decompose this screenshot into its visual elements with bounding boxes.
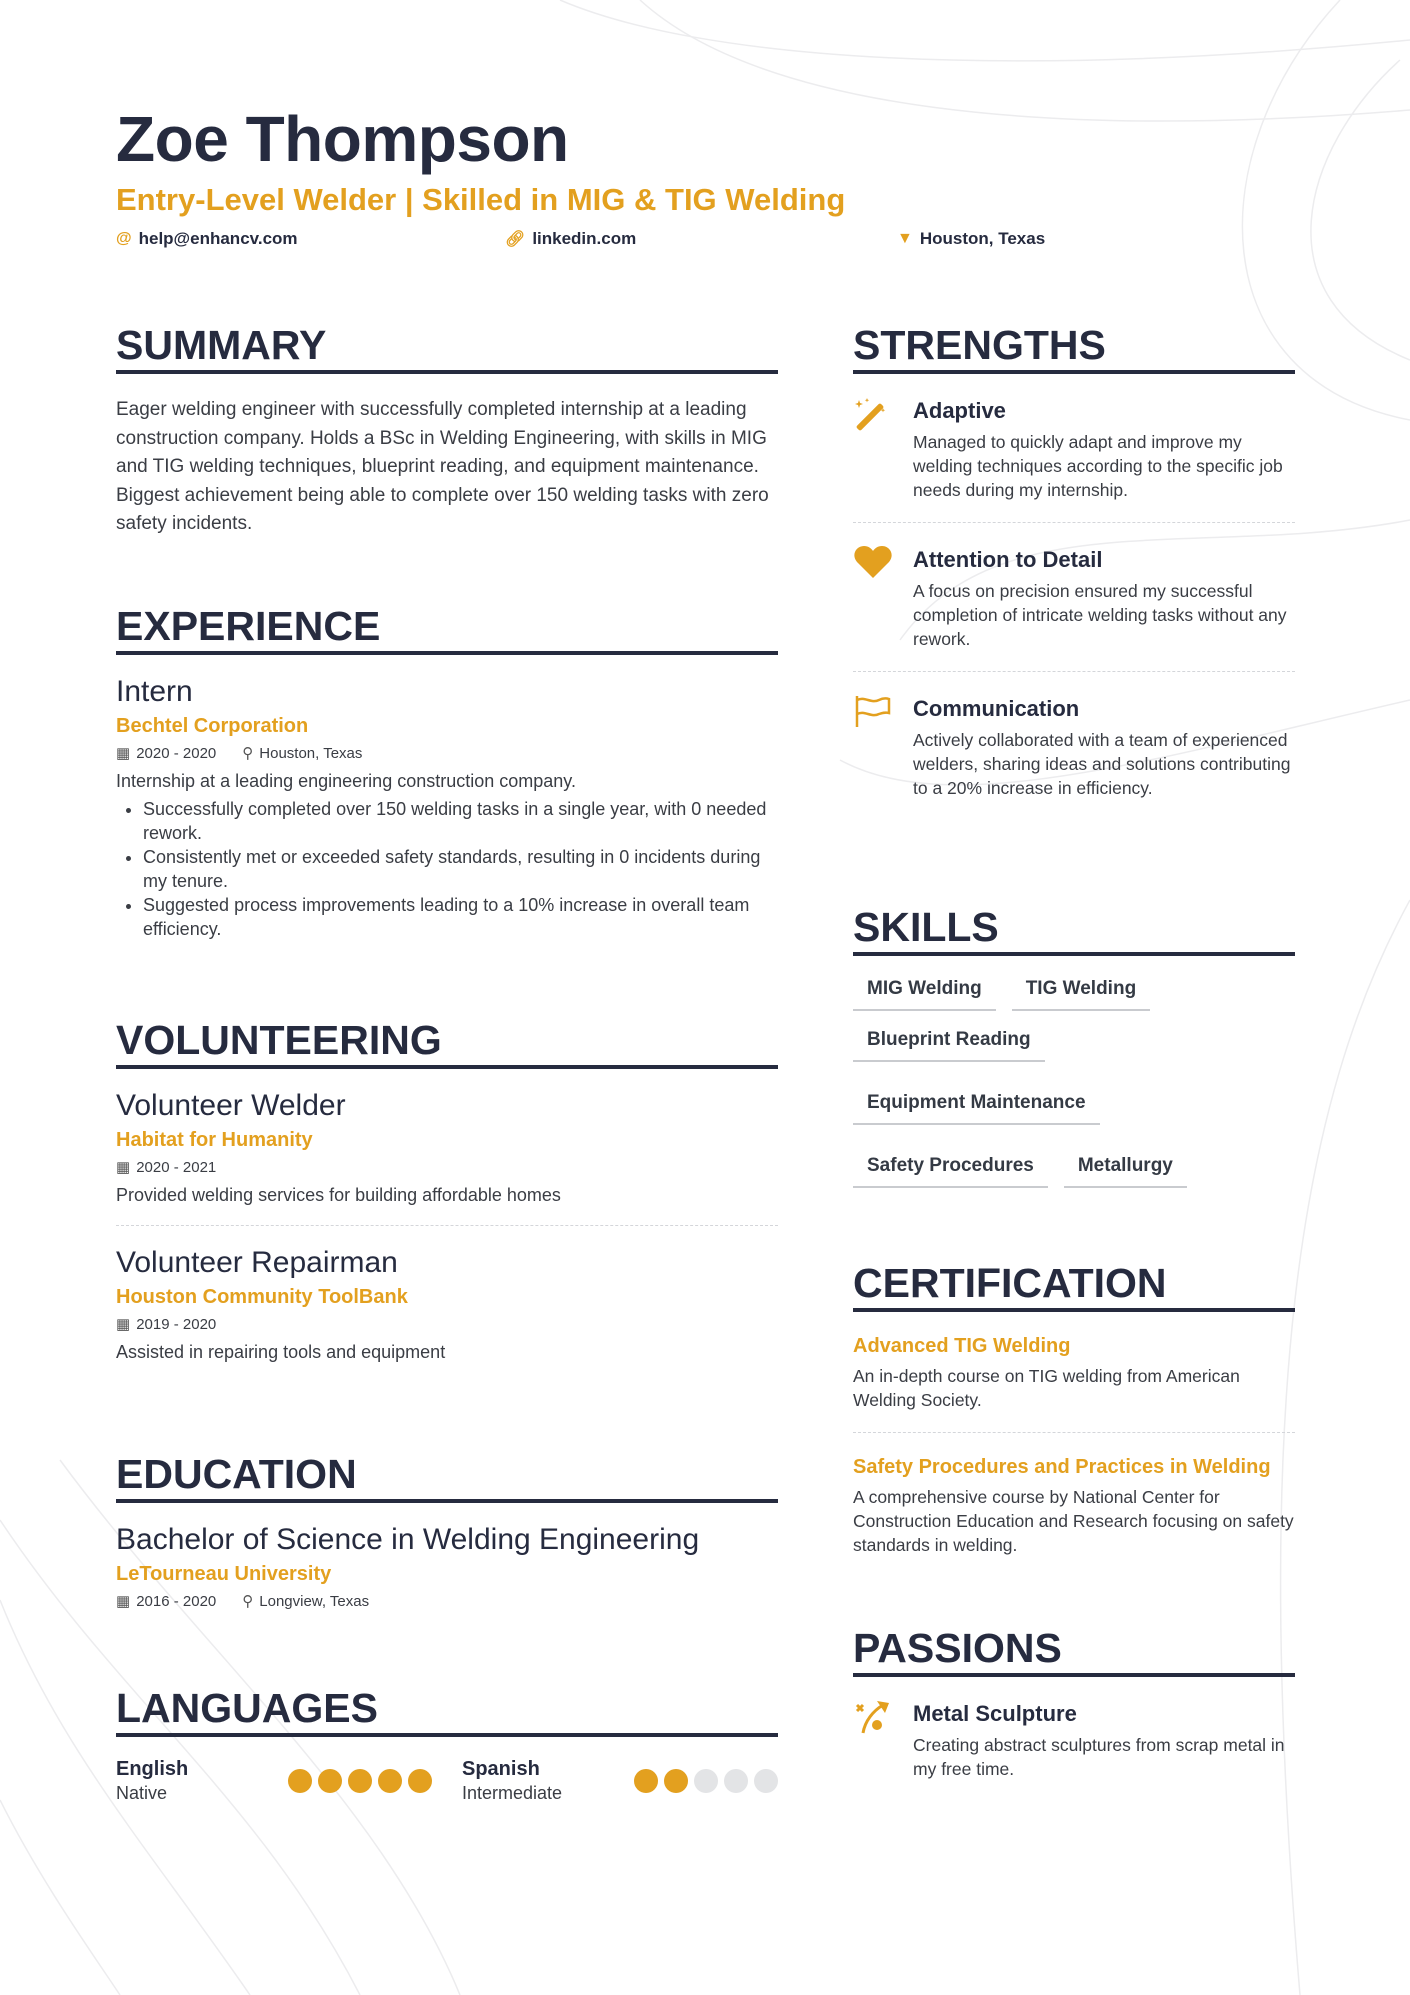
calendar-icon: ▦ — [116, 745, 131, 762]
section-heading: LANGUAGES — [116, 1685, 778, 1737]
section-heading: VOLUNTEERING — [116, 1017, 778, 1069]
volunteer-description: Provided welding services for building affordable homes — [116, 1185, 561, 1205]
passion-title: Metal Sculpture — [913, 1701, 1077, 1726]
map-pin-icon: ▼ — [897, 230, 913, 247]
summary-section — [116, 322, 778, 539]
strategy-icon — [853, 1699, 895, 1781]
map-pin-icon: ⚲ — [242, 745, 254, 762]
divider — [116, 1225, 778, 1226]
rating-dot-filled — [378, 1769, 402, 1793]
at-icon: @ — [116, 230, 132, 247]
candidate-title: Entry-Level Welder | Skilled in MIG & TIG Welding — [116, 182, 846, 217]
rating-dot-filled — [288, 1769, 312, 1793]
contact-email[interactable] — [116, 229, 298, 249]
volunteer-description: Assisted in repairing tools and equipment — [116, 1342, 446, 1362]
volunteering-section — [116, 1017, 778, 1366]
calendar-icon: ▦ — [116, 1593, 131, 1610]
section-heading: STRENGTHS — [853, 322, 1295, 374]
date-range: ▦ 2020 - 2020 — [116, 745, 217, 762]
strength-item — [853, 374, 1295, 522]
cert-title: Safety Procedures and Practices in Welding — [853, 1456, 1271, 1478]
map-pin-icon: ⚲ — [242, 1593, 254, 1610]
rating-dot-filled — [408, 1769, 432, 1793]
volunteer-item: Volunteer Welder Habitat for Humanity ▦ 2020 - 2021 Provided welding services for building affordable homes — [116, 1087, 778, 1225]
calendar-icon: ▦ — [116, 1159, 131, 1176]
experience-section — [116, 603, 778, 941]
location-text: Houston, Texas — [919, 229, 1046, 248]
bullet: • Successfully completed over 150 welding tasks in a single year, with 0 needed rework. — [143, 797, 778, 845]
contact-linkedin[interactable] — [505, 229, 636, 249]
rating-dot-empty — [724, 1769, 748, 1793]
job-role: Intern — [116, 675, 193, 708]
rating-dot-empty — [694, 1769, 718, 1793]
rating-dot-filled — [664, 1769, 688, 1793]
section-heading: CERTIFICATION — [853, 1260, 1295, 1312]
strength-item — [853, 672, 1295, 820]
link-icon: 🔗︎ — [505, 231, 526, 248]
languages-section — [116, 1685, 778, 1805]
rating-dot-filled — [318, 1769, 342, 1793]
strength-title: Attention to Detail — [913, 547, 1103, 572]
certification-section — [853, 1260, 1295, 1577]
job-description: Internship at a leading engineering construction company. — [116, 771, 576, 791]
school: LeTourneau University — [116, 1563, 332, 1585]
summary-text: Eager welding engineer with successfully completed internship at a leading construction company. Holds a BSc in Welding Engineering, with skills in MIG and TIG welding techniques, blueprint reading, and equipment maintenance. Biggest achievement being able to complete over 150 welding tasks with zero safety incidents. — [116, 399, 769, 535]
strength-text: A focus on precision ensured my successful completion of intricate welding tasks without any rework. — [913, 581, 1287, 649]
education-section: EDUCATION Bachelor of Science in Welding Engineering LeTourneau University ▦ 2016 - 2020 ⚲ Longview, Texas — [116, 1451, 778, 1615]
bullet: • Consistently met or exceeded safety standards, resulting in 0 incidents during my tenure. — [143, 845, 778, 893]
cert-title: Advanced TIG Welding — [853, 1335, 1071, 1357]
passion-item — [853, 1677, 1295, 1801]
section-heading: EXPERIENCE — [116, 603, 778, 655]
candidate-name: Zoe Thompson — [116, 103, 569, 175]
certification-item — [853, 1433, 1295, 1577]
certification-item — [853, 1312, 1295, 1432]
job-company: Bechtel Corporation — [116, 715, 309, 737]
strength-title: Communication — [913, 696, 1080, 721]
volunteer-role: Volunteer Repairman — [116, 1246, 398, 1279]
volunteer-item: Volunteer Repairman Houston Community ToolBank ▦ 2019 - 2020 Assisted in repairing tools and equipment — [116, 1244, 778, 1366]
language-rating — [634, 1769, 778, 1793]
strength-text: Managed to quickly adapt and improve my welding techniques according to the specific job needs during my internship. — [913, 432, 1283, 500]
language-name: English — [116, 1758, 189, 1780]
strength-text: Actively collaborated with a team of experienced welders, sharing ideas and solutions contributing to a 20% increase in efficiency. — [913, 730, 1291, 798]
rating-dot-empty — [754, 1769, 778, 1793]
section-heading: SUMMARY — [116, 322, 778, 374]
skills-section — [853, 904, 1295, 1188]
language-level: Native — [116, 1783, 168, 1803]
language-name: Spanish — [462, 1758, 540, 1780]
language-item — [116, 1757, 432, 1805]
linkedin-text: linkedin.com — [532, 229, 637, 248]
contact-location — [897, 229, 1045, 249]
email-text: help@enhancv.com — [138, 229, 298, 248]
magic-wand-icon — [853, 396, 895, 502]
language-level: Intermediate — [462, 1783, 563, 1803]
cert-text: A comprehensive course by National Center for Construction Education and Research focusing on safety standards in welding. — [853, 1487, 1294, 1555]
strength-item — [853, 523, 1295, 671]
section-heading: PASSIONS — [853, 1625, 1295, 1677]
volunteer-role: Volunteer Welder — [116, 1089, 346, 1122]
volunteer-org: Habitat for Humanity — [116, 1129, 313, 1151]
skill-tag: Metallurgy — [1064, 1149, 1187, 1188]
cert-text: An in-depth course on TIG welding from American Welding Society. — [853, 1366, 1240, 1410]
degree: Bachelor of Science in Welding Engineering — [116, 1523, 700, 1556]
flag-icon — [853, 694, 895, 800]
job-bullets — [116, 797, 778, 941]
skill-tag: Safety Procedures — [853, 1149, 1048, 1188]
section-heading: SKILLS — [853, 904, 1295, 956]
skill-tag: MIG Welding — [853, 972, 996, 1011]
skill-tag: Blueprint Reading — [853, 1023, 1045, 1062]
skill-tag: TIG Welding — [1012, 972, 1150, 1011]
strengths-section — [853, 322, 1295, 820]
job-location: ⚲ Houston, Texas — [242, 745, 363, 762]
heart-icon — [853, 545, 895, 651]
passions-section — [853, 1625, 1295, 1801]
skill-tag: Equipment Maintenance — [853, 1086, 1100, 1125]
language-item — [462, 1757, 778, 1805]
language-rating — [288, 1769, 432, 1793]
strength-title: Adaptive — [913, 398, 1006, 423]
section-heading: EDUCATION — [116, 1451, 778, 1503]
calendar-icon: ▦ — [116, 1316, 131, 1333]
bullet: • Suggested process improvements leading to a 10% increase in overall team efficiency. — [143, 893, 778, 941]
passion-text: Creating abstract sculptures from scrap metal in my free time. — [913, 1735, 1285, 1779]
volunteer-org: Houston Community ToolBank — [116, 1286, 408, 1308]
rating-dot-filled — [348, 1769, 372, 1793]
rating-dot-filled — [634, 1769, 658, 1793]
